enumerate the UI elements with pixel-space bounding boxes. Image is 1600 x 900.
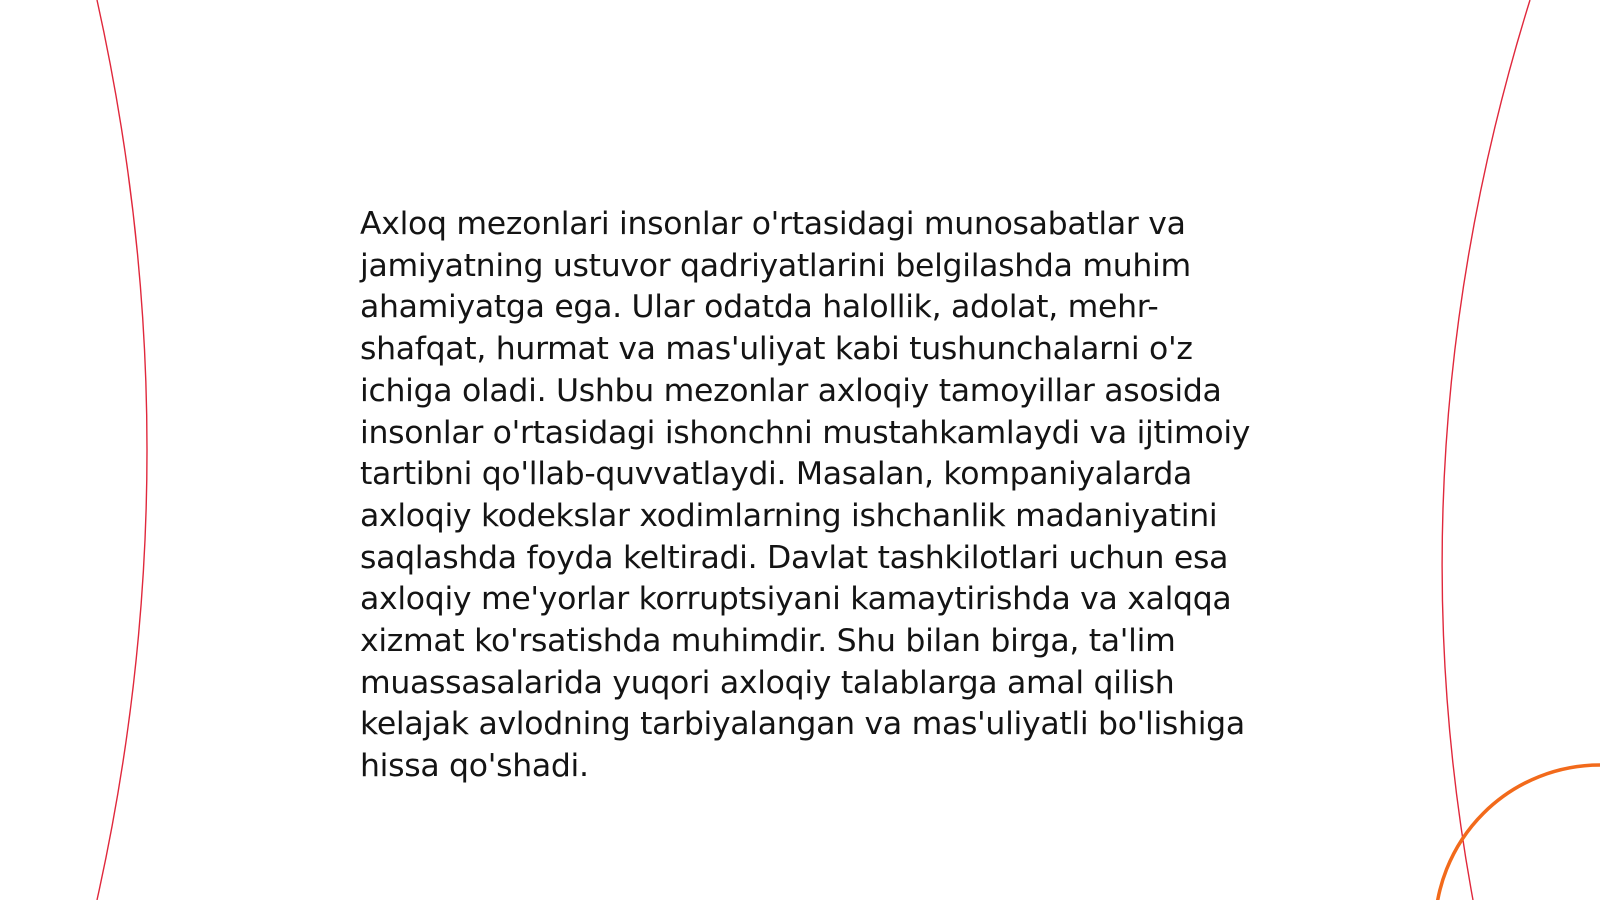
corner-circle-decoration bbox=[1435, 765, 1600, 900]
left-arc-decoration bbox=[97, 0, 147, 900]
right-arc-decoration bbox=[1442, 0, 1530, 900]
body-paragraph: Axloq mezonlari insonlar o'rtasidagi munosabatlar va jamiyatning ustuvor qadriyatlarini belgilashda muhim ahamiyatga ega. Ular odatda halollik, adolat, mehr-shafqat, hurmat va mas'uliyat kabi tushunchalarni o'z ichiga oladi. Ushbu mezonlar axloqiy tamoyillar asosida insonlar o'rtasidagi ishonchni mustahkamlaydi va ijtimoiy tartibni qo'llab-quvvatlaydi. Masalan, kompaniyalarda axloqiy kodekslar xodimlarning ishchanlik madaniyatini saqlashda foyda keltiradi. Davlat tashkilotlari uchun esa axloqiy me'yorlar korruptsiyani kamaytirishda va xalqqa xizmat ko'rsatishda muhimdir. Shu bilan birga, ta'lim muassasalarida yuqori axloqiy talablarga amal qilish kelajak avlodning tarbiyalangan va mas'uliyatli bo'lishiga hissa qo'shadi. bbox=[360, 206, 1251, 785]
